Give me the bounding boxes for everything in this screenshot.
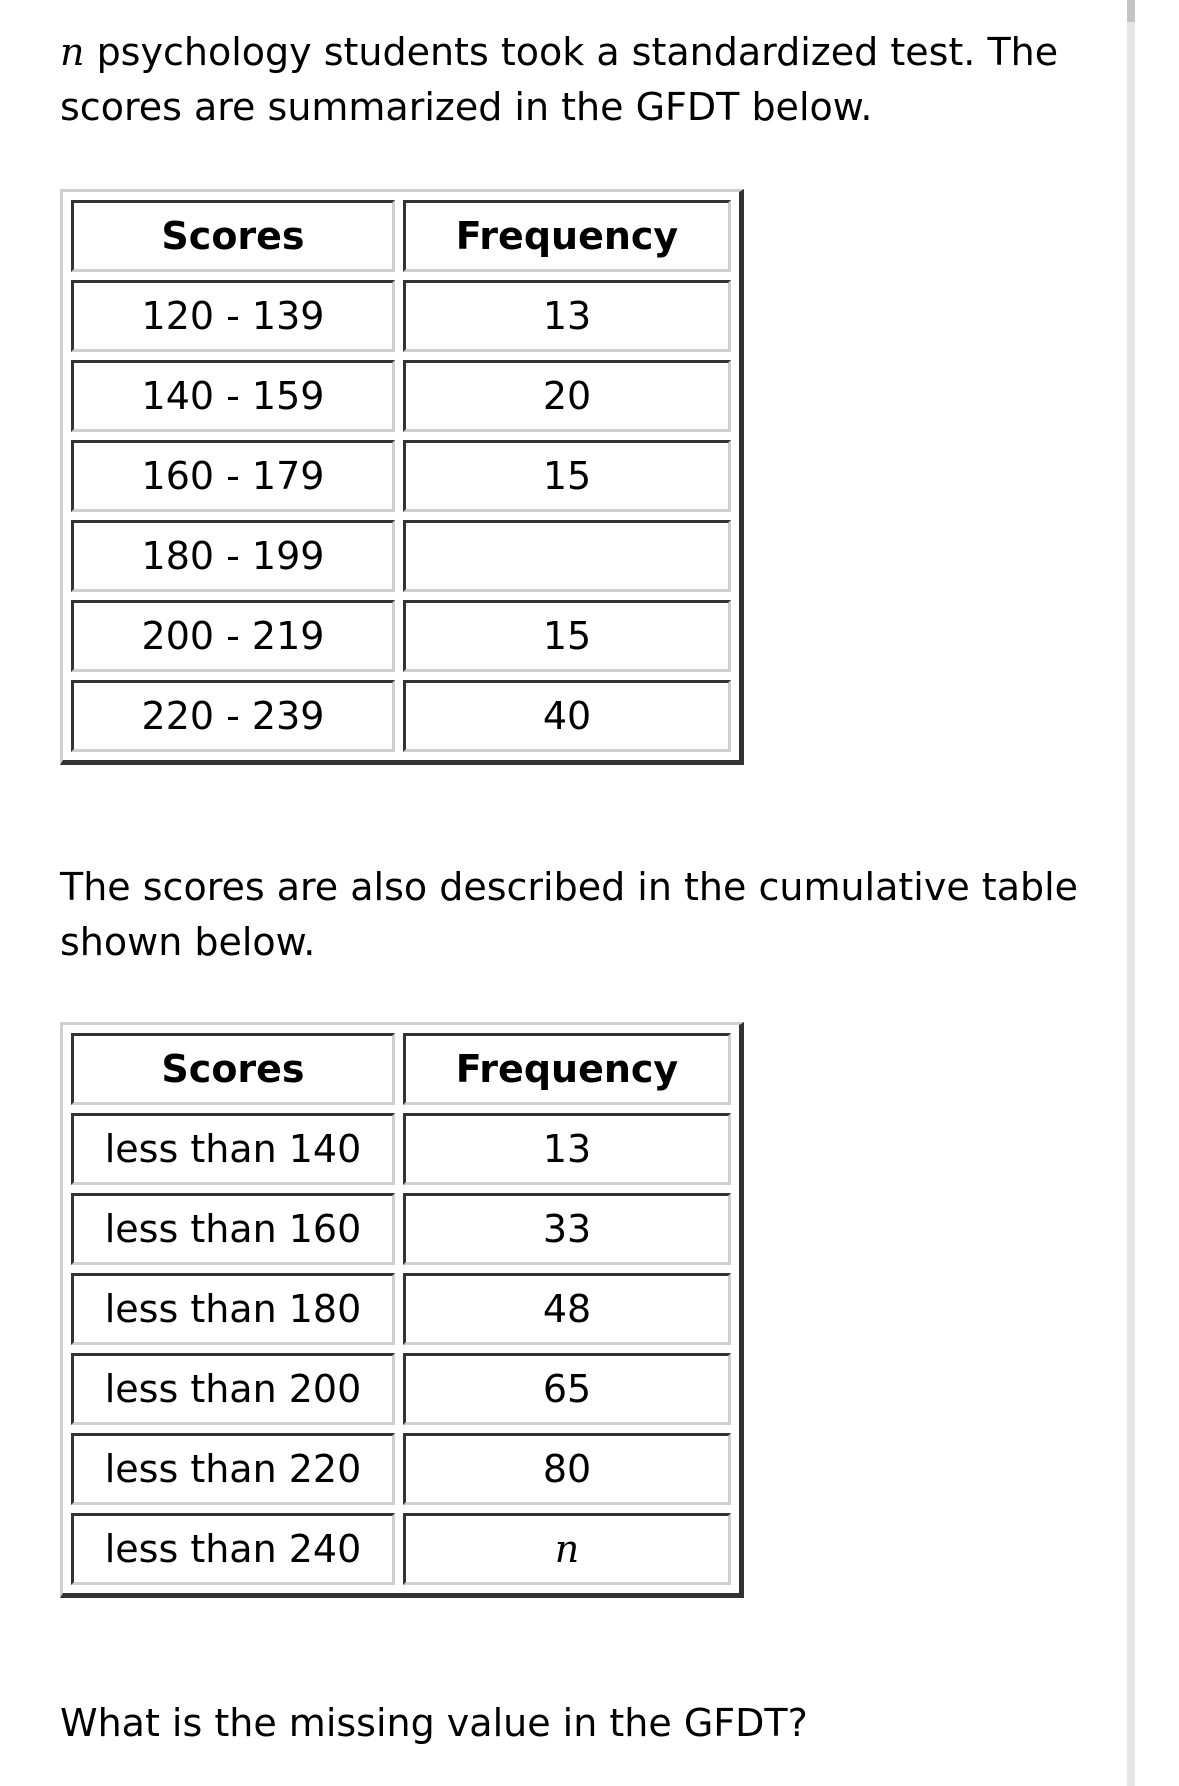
scores-cell: 200 - 219 [71, 600, 395, 672]
table-header-row [71, 1033, 731, 1105]
scores-cell: 160 - 179 [71, 440, 395, 512]
intro-paragraph [60, 25, 1120, 135]
table-header-row [71, 200, 731, 272]
variable-n: n [60, 30, 85, 74]
frequency-cell: 20 [403, 360, 731, 432]
table-row [71, 360, 731, 432]
table-row [71, 440, 731, 512]
scores-cell: less than 160 [71, 1193, 395, 1265]
scores-cell: less than 240 [71, 1513, 395, 1585]
table-row [71, 600, 731, 672]
table-row [71, 520, 731, 592]
header-scores: Scores [71, 1033, 395, 1105]
table-row [71, 1193, 731, 1265]
scores-cell: 180 - 199 [71, 520, 395, 592]
frequency-cell: 15 [403, 440, 731, 512]
scores-cell: 220 - 239 [71, 680, 395, 752]
table-row [71, 680, 731, 752]
gfdt-table [60, 189, 744, 765]
frequency-cell: 65 [403, 1353, 731, 1425]
scores-cell: less than 200 [71, 1353, 395, 1425]
table-row [71, 1513, 731, 1585]
header-frequency: Frequency [403, 200, 731, 272]
table-row [71, 1113, 731, 1185]
frequency-cell: 40 [403, 680, 731, 752]
header-frequency: Frequency [403, 1033, 731, 1105]
frequency-cell: 13 [403, 1113, 731, 1185]
table-row [71, 280, 731, 352]
frequency-cell: 80 [403, 1433, 731, 1505]
frequency-cell: 48 [403, 1273, 731, 1345]
frequency-cell: 13 [403, 280, 731, 352]
scores-cell: less than 220 [71, 1433, 395, 1505]
scores-cell: less than 180 [71, 1273, 395, 1345]
missing-frequency-cell [403, 520, 731, 592]
frequency-cell: 33 [403, 1193, 731, 1265]
scrollbar-thumb[interactable] [1127, 0, 1135, 22]
scores-cell: 140 - 159 [71, 360, 395, 432]
scrollbar-track[interactable] [1127, 0, 1135, 1786]
question-text: What is the missing value in the GFDT? [60, 1701, 808, 1745]
table-row [71, 1433, 731, 1505]
cumulative-table [60, 1022, 744, 1598]
scores-cell: less than 140 [71, 1113, 395, 1185]
scores-cell: 120 - 139 [71, 280, 395, 352]
frequency-cell-n: n [403, 1513, 731, 1585]
frequency-cell: 15 [403, 600, 731, 672]
cumulative-intro-paragraph: The scores are also described in the cumulative table shown below. [60, 865, 1079, 964]
table-row [71, 1273, 731, 1345]
intro-text: psychology students took a standardized test. The scores are summarized in the GFDT below. [60, 30, 1059, 129]
table-row [71, 1353, 731, 1425]
header-scores: Scores [71, 200, 395, 272]
